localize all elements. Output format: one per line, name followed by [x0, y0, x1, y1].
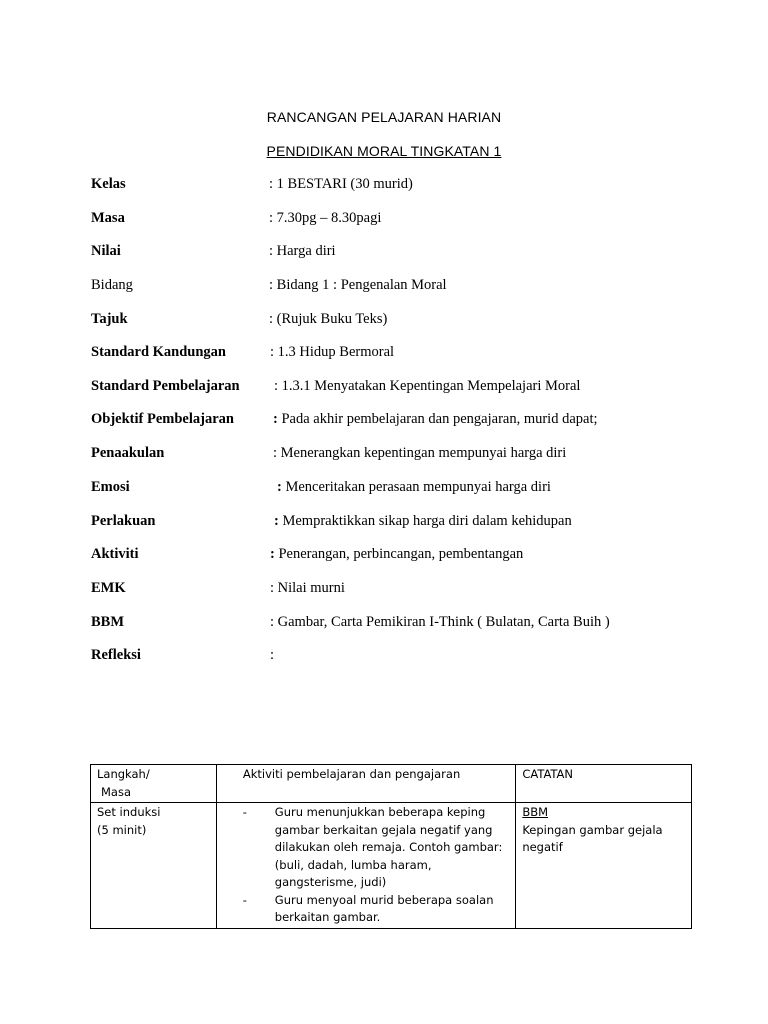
field-value: : Harga diri: [269, 243, 336, 259]
field-colon: :: [273, 411, 278, 427]
header-langkah-line1: Langkah/: [97, 767, 150, 781]
field-label: Masa: [91, 210, 125, 226]
field-label: Aktiviti: [91, 546, 139, 562]
field-value: : Nilai murni: [270, 580, 345, 596]
lesson-plan-table: [90, 764, 692, 929]
field-value-text: Mempraktikkan sikap harga diri dalam kehidupan: [278, 513, 572, 529]
field-label: Penaakulan: [91, 445, 165, 461]
header-cell-aktiviti: [216, 765, 516, 803]
header-cell-langkah: [91, 765, 217, 803]
field-row-aktiviti: [0, 546, 768, 568]
activity-text: Guru menunjukkan beberapa keping gambar berkaitan gejala negatif yang dilakukan oleh remaja. Contoh gambar: (buli, dadah, lumba haram, gangsterisme, judi): [274, 805, 503, 889]
field-label: Bidang: [91, 277, 133, 293]
field-label: Nilai: [91, 243, 121, 259]
field-value: : 1.3.1 Menyatakan Kepentingan Mempelajari Moral: [274, 378, 581, 394]
step-duration: (5 minit): [97, 822, 147, 837]
page-subtitle: PENDIDIKAN MORAL TINGKATAN 1: [266, 143, 502, 159]
header-langkah-line2: Masa: [101, 784, 132, 799]
header-cell-catatan: [516, 765, 692, 803]
table-header-row: [91, 765, 692, 803]
field-label: Refleksi: [91, 647, 141, 663]
page-title: RANCANGAN PELAJARAN HARIAN: [266, 109, 502, 125]
field-label: Standard Pembelajaran: [91, 378, 240, 394]
activity-cell: [216, 803, 516, 929]
list-item: [243, 892, 511, 927]
field-value: : (Rujuk Buku Teks): [269, 311, 388, 327]
field-colon: :: [277, 479, 282, 495]
activity-list: [223, 804, 511, 927]
activity-text: Guru menyoal murid beberapa soalan berkaitan gambar.: [274, 892, 494, 924]
field-label: EMK: [91, 580, 126, 596]
list-item: [243, 804, 511, 892]
bullet-dash: -: [242, 805, 247, 819]
field-label: Tajuk: [91, 311, 128, 327]
step-title: Set induksi: [97, 805, 161, 819]
field-value-text: Penerangan, perbincangan, pembentangan: [274, 546, 524, 562]
field-value-text: Menceritakan perasaan mempunyai harga diri: [281, 479, 551, 495]
field-value: [270, 546, 523, 563]
note-cell: [516, 803, 692, 929]
field-row-nilai: [0, 243, 768, 265]
field-row-standard-kandungan: [0, 344, 768, 366]
field-row-standard-pembelajaran: [0, 378, 768, 400]
field-value: : Bidang 1 : Pengenalan Moral: [269, 277, 447, 293]
field-label: Kelas: [91, 176, 126, 192]
field-value: :: [270, 647, 275, 663]
field-colon: :: [270, 546, 275, 562]
field-row-tajuk: [0, 311, 768, 333]
field-row-perlakuan: [0, 513, 768, 535]
header-aktiviti: Aktiviti pembelajaran dan pengajaran: [242, 767, 461, 781]
field-row-refleksi: [0, 647, 768, 669]
table-row: [91, 803, 692, 929]
field-row-penaakulan: [0, 445, 768, 467]
field-value: : 7.30pg – 8.30pagi: [269, 210, 382, 226]
field-row-bidang: [0, 277, 768, 299]
field-value: [277, 479, 551, 496]
field-row-masa: [0, 210, 768, 232]
field-value: : Menerangkan kepentingan mempunyai harga diri: [273, 445, 567, 461]
field-value: : Gambar, Carta Pemikiran I-Think ( Bulatan, Carta Buih ): [270, 614, 610, 630]
field-colon: :: [274, 513, 279, 529]
field-label: Emosi: [91, 479, 130, 495]
field-value: [274, 513, 572, 530]
note-title: BBM: [522, 805, 549, 819]
header-catatan: CATATAN: [522, 767, 574, 781]
field-label: Standard Kandungan: [91, 344, 226, 360]
field-value: [273, 411, 598, 428]
bullet-dash: -: [242, 892, 247, 907]
field-row-emk: [0, 580, 768, 602]
field-row-objektif-pembelajaran: [0, 411, 768, 433]
field-label: BBM: [91, 614, 125, 630]
field-value: : 1 BESTARI (30 murid): [269, 176, 413, 192]
field-row-emosi: [0, 479, 768, 501]
field-value: : 1.3 Hidup Bermoral: [270, 344, 395, 360]
field-row-bbm: [0, 614, 768, 636]
note-text: Kepingan gambar gejala negatif: [522, 822, 663, 854]
step-cell: [91, 803, 217, 929]
field-label: Perlakuan: [91, 513, 156, 529]
field-label: Objektif Pembelajaran: [91, 411, 234, 427]
field-row-kelas: [0, 176, 768, 198]
field-value-text: Pada akhir pembelajaran dan pengajaran, murid dapat;: [277, 411, 598, 427]
